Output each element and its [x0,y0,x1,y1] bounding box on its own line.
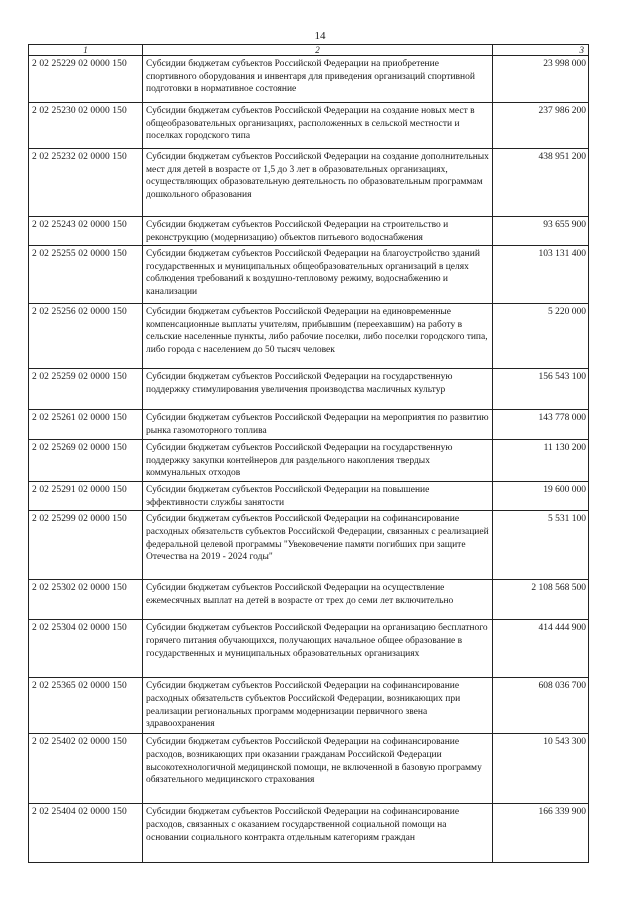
amount-cell: 2 108 568 500 [493,580,589,620]
column-header-description: 2 [143,45,493,56]
table-row [29,482,589,511]
description-cell: Субсидии бюджетам субъектов Российской Федерации на мероприятия по развитию рынка газомоторного топлива [143,410,493,440]
amount-cell: 93 655 900 [493,217,589,246]
budget-code-cell: 2 02 25256 02 0000 150 [29,304,143,369]
column-header-amount: 3 [493,45,589,56]
table-row [29,217,589,246]
amount-cell: 438 951 200 [493,149,589,217]
table-row [29,410,589,440]
budget-code-cell: 2 02 25291 02 0000 150 [29,482,143,511]
description-cell: Субсидии бюджетам субъектов Российской Федерации на создание дополнительных мест для детей в возрасте от 1,5 до 3 лет в образовательных организациях, осуществляющих образовательную деятельность по образовательным программам дошкольного образования [143,149,493,217]
table-row [29,804,589,863]
table-row [29,304,589,369]
table-row [29,149,589,217]
budget-code-cell: 2 02 25404 02 0000 150 [29,804,143,863]
table-row [29,440,589,482]
budget-code-cell: 2 02 25402 02 0000 150 [29,734,143,804]
description-cell: Субсидии бюджетам субъектов Российской Федерации на софинансирование расходов, связанных с оказанием государственной социальной помощи на основании социального контракта отдельным категориям граждан [143,804,493,863]
description-cell: Субсидии бюджетам субъектов Российской Федерации на создание новых мест в общеобразовательных организациях, расположенных в сельской местности и поселках городского типа [143,103,493,149]
table-row [29,678,589,734]
budget-code-cell: 2 02 25232 02 0000 150 [29,149,143,217]
amount-cell: 19 600 000 [493,482,589,511]
amount-cell: 10 543 300 [493,734,589,804]
budget-code-cell: 2 02 25259 02 0000 150 [29,369,143,410]
table-row [29,580,589,620]
budget-code-cell: 2 02 25299 02 0000 150 [29,511,143,580]
budget-code-cell: 2 02 25255 02 0000 150 [29,246,143,304]
amount-cell: 5 220 000 [493,304,589,369]
page-number: 14 [314,30,326,42]
table-row [29,511,589,580]
column-header-code: 1 [29,45,143,56]
description-cell: Субсидии бюджетам субъектов Российской Федерации на строительство и реконструкцию (модернизацию) объектов питьевого водоснабжения [143,217,493,246]
budget-code-cell: 2 02 25261 02 0000 150 [29,410,143,440]
amount-cell: 5 531 100 [493,511,589,580]
table-row [29,103,589,149]
description-cell: Субсидии бюджетам субъектов Российской Федерации на организацию бесплатного горячего питания обучающихся, получающих начальное общее образование в государственных и муниципальных образовательных организациях [143,620,493,678]
table-row [29,734,589,804]
amount-cell: 23 998 000 [493,56,589,103]
budget-code-cell: 2 02 25229 02 0000 150 [29,56,143,103]
budget-code-cell: 2 02 25304 02 0000 150 [29,620,143,678]
description-cell: Субсидии бюджетам субъектов Российской Федерации на софинансирование расходов, возникающих при оказании гражданам Российской Федерации высокотехнологичной медицинской помощи, не включенной в базовую программу обязательного медицинского страхования [143,734,493,804]
amount-cell: 156 543 100 [493,369,589,410]
description-cell: Субсидии бюджетам субъектов Российской Федерации на софинансирование расходных обязательств субъектов Российской Федерации, связанных с реализацией федеральной целевой программы "Увековечение памяти погибших при защите Отечества на 2019 - 2024 годы" [143,511,493,580]
amount-cell: 414 444 900 [493,620,589,678]
table-row [29,56,589,103]
budget-code-cell: 2 02 25230 02 0000 150 [29,103,143,149]
budget-code-cell: 2 02 25269 02 0000 150 [29,440,143,482]
amount-cell: 608 036 700 [493,678,589,734]
description-cell: Субсидии бюджетам субъектов Российской Федерации на софинансирование расходных обязательств субъектов Российской Федерации, возникающих при реализации региональных программ модернизации первичного звена здравоохранения [143,678,493,734]
table-row [29,369,589,410]
budget-code-cell: 2 02 25365 02 0000 150 [29,678,143,734]
description-cell: Субсидии бюджетам субъектов Российской Федерации на государственную поддержку закупки контейнеров для раздельного накопления твердых коммунальных отходов [143,440,493,482]
description-cell: Субсидии бюджетам субъектов Российской Федерации на единовременные компенсационные выплаты учителям, прибывшим (переехавшим) на работу в сельские населенные пункты, либо рабочие поселки, либо поселки городского типа, либо города с населением до 50 тысяч человек [143,304,493,369]
description-cell: Субсидии бюджетам субъектов Российской Федерации на приобретение спортивного оборудования и инвентаря для приведения организаций спортивной подготовки в нормативное состояние [143,56,493,103]
amount-cell: 11 130 200 [493,440,589,482]
amount-cell: 237 986 200 [493,103,589,149]
description-cell: Субсидии бюджетам субъектов Российской Федерации на благоустройство зданий государственных и муниципальных общеобразовательных организаций в целях соблюдения требований к воздушно-тепловому режиму, водоснабжению и канализации [143,246,493,304]
table-row [29,246,589,304]
table-row [29,620,589,678]
description-cell: Субсидии бюджетам субъектов Российской Федерации на повышение эффективности службы занятости [143,482,493,511]
budget-code-cell: 2 02 25243 02 0000 150 [29,217,143,246]
amount-cell: 143 778 000 [493,410,589,440]
description-cell: Субсидии бюджетам субъектов Российской Федерации на осуществление ежемесячных выплат на детей в возрасте от трех до семи лет включительно [143,580,493,620]
budget-revenue-table [28,44,589,863]
description-cell: Субсидии бюджетам субъектов Российской Федерации на государственную поддержку стимулирования увеличения производства масличных культур [143,369,493,410]
amount-cell: 166 339 900 [493,804,589,863]
amount-cell: 103 131 400 [493,246,589,304]
table-header-row [29,45,589,56]
budget-code-cell: 2 02 25302 02 0000 150 [29,580,143,620]
